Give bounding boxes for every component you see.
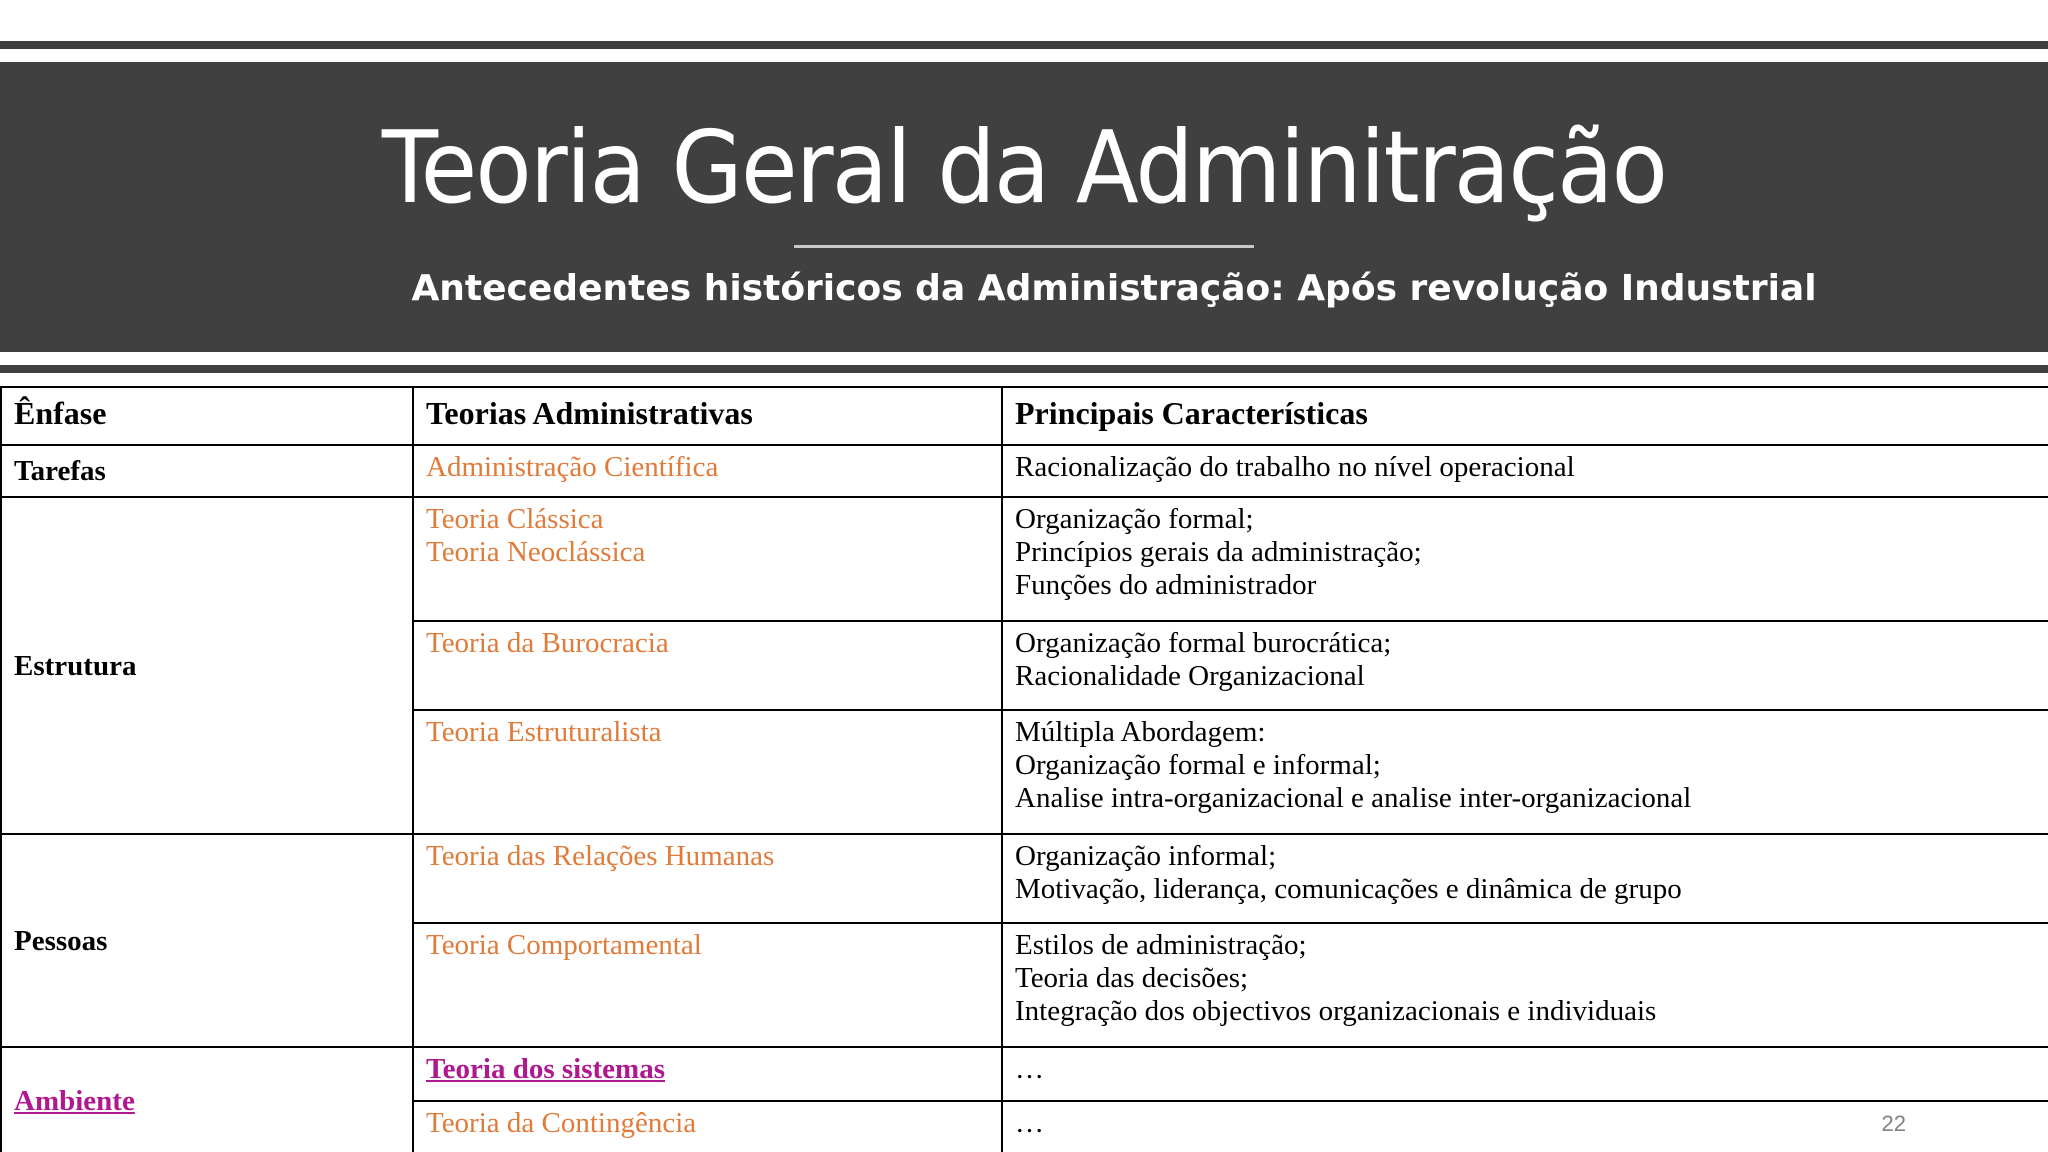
caracteristica-line: Racionalidade Organizacional xyxy=(1015,660,1365,692)
caracteristica-line: Analise intra-organizacional e analise inter-organizacional xyxy=(1015,782,1692,814)
caracteristicas-cell xyxy=(1002,445,2048,497)
header-teorias: Teorias Administrativas xyxy=(413,387,1002,445)
teoria-cell xyxy=(413,497,1002,621)
top-rule xyxy=(0,41,2048,49)
caracteristica-line: Múltipla Abordagem: xyxy=(1015,716,1266,748)
caracteristica-line: Motivação, liderança, comunicações e dinâmica de grupo xyxy=(1015,873,1682,905)
caracteristicas-cell xyxy=(1002,923,2048,1047)
page-number: 22 xyxy=(1881,1111,1906,1136)
header-caracteristicas: Principais Características xyxy=(1002,387,2048,445)
caracteristica-line: Organização informal; xyxy=(1015,840,1277,872)
table-row xyxy=(1,1047,2048,1101)
teoria-cell xyxy=(413,834,1002,923)
table-header-row xyxy=(1,387,2048,445)
caracteristicas-cell xyxy=(1002,710,2048,834)
caracteristica-line: Organização formal; xyxy=(1015,503,1254,535)
caracteristicas-cell xyxy=(1002,1047,2048,1101)
teoria-sistemas-link[interactable]: Teoria dos sistemas xyxy=(426,1053,665,1085)
teoria-name: Teoria Neoclássica xyxy=(426,536,646,568)
teoria-cell xyxy=(413,445,1002,497)
teoria-name: Teoria das Relações Humanas xyxy=(426,840,775,872)
teoria-name: Teoria Clássica xyxy=(426,503,604,535)
caracteristicas-cell xyxy=(1002,834,2048,923)
enfase-ambiente-cell xyxy=(1,1047,413,1152)
table-row xyxy=(1,834,2048,923)
table-row xyxy=(1,497,2048,621)
caracteristica-line: Organização formal burocrática; xyxy=(1015,627,1392,659)
caracteristicas-cell xyxy=(1002,621,2048,710)
caracteristica-line: Organização formal e informal; xyxy=(1015,749,1381,781)
bottom-rule xyxy=(0,365,2048,373)
header-enfase: Ênfase xyxy=(1,387,413,445)
teoria-name: Teoria Estruturalista xyxy=(426,716,662,748)
caracteristica-line: … xyxy=(1015,1107,1044,1139)
caracteristica-line: Estilos de administração; xyxy=(1015,929,1307,961)
slide-subtitle: Antecedentes históricos da Administração: Após revolução Industrial xyxy=(411,268,1817,309)
caracteristica-line: Racionalização do trabalho no nível operacional xyxy=(1015,451,1575,483)
table-row xyxy=(1,445,2048,497)
slide-title: Teoria Geral da Adminitração xyxy=(381,109,1667,226)
caracteristica-line: Princípios gerais da administração; xyxy=(1015,536,1422,568)
caracteristica-line: Funções do administrador xyxy=(1015,569,1317,601)
teoria-name: Teoria da Burocracia xyxy=(426,627,669,659)
teoria-name: Teoria Comportamental xyxy=(426,929,702,961)
enfase-tarefas: Tarefas xyxy=(1,445,413,497)
teoria-cell xyxy=(413,710,1002,834)
title-underline xyxy=(794,245,1254,248)
enfase-estrutura: Estrutura xyxy=(1,497,413,834)
caracteristica-line: … xyxy=(1015,1053,1044,1085)
teoria-cell xyxy=(413,923,1002,1047)
theories-table xyxy=(0,386,2048,1152)
teoria-name: Administração Científica xyxy=(426,451,719,483)
teoria-name: Teoria da Contingência xyxy=(426,1107,697,1139)
teoria-cell xyxy=(413,621,1002,710)
caracteristicas-cell xyxy=(1002,497,2048,621)
enfase-ambiente-link[interactable]: Ambiente xyxy=(14,1085,135,1117)
enfase-pessoas: Pessoas xyxy=(1,834,413,1047)
caracteristica-line: Teoria das decisões; xyxy=(1015,962,1249,994)
teoria-cell xyxy=(413,1101,1002,1152)
caracteristica-line: Integração dos objectivos organizacionais e individuais xyxy=(1015,995,1657,1027)
teoria-cell xyxy=(413,1047,1002,1101)
